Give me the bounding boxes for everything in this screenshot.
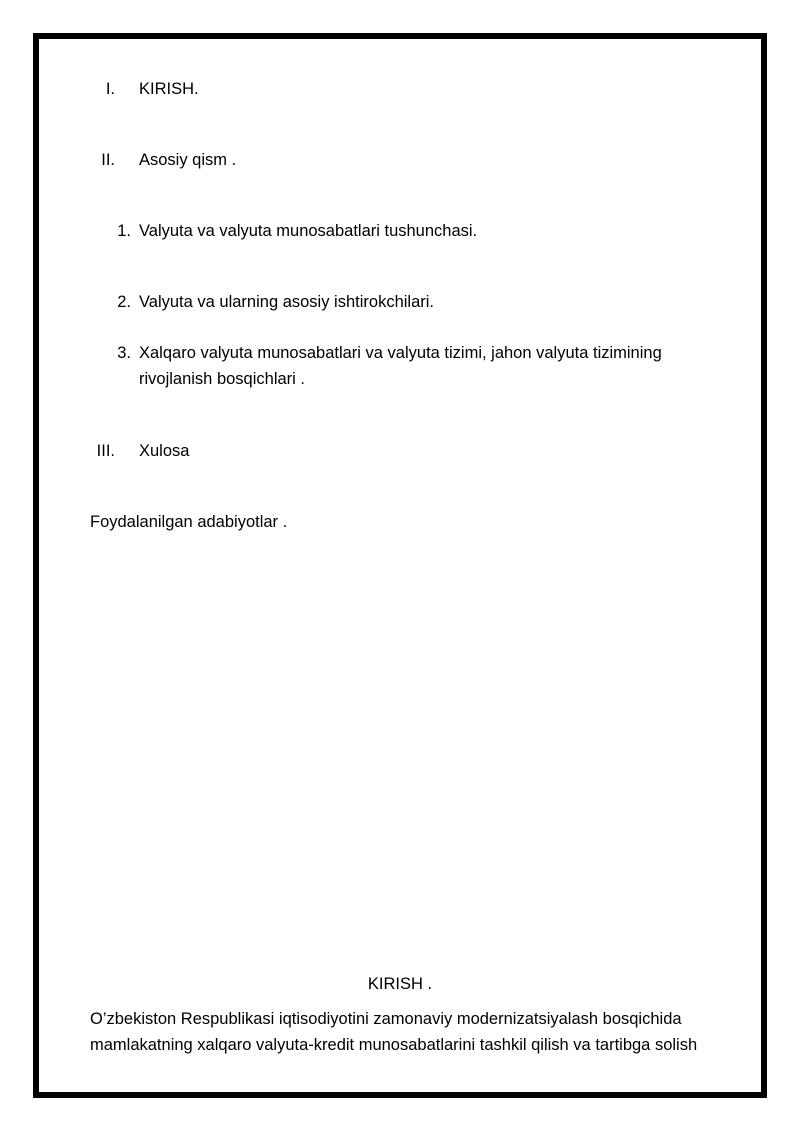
toc-marker: 1. [117,222,131,240]
toc-marker: III. [96,442,115,460]
intro-paragraph: O’zbekiston Respublikasi iqtisodiyotini zamonaviy modernizatsiyalash bosqichida mamlakatning xalqaro valyuta-kredit munosabatlarini tashkil qilish va tartibga solish [90,1010,698,1054]
toc-marker: 2. [117,293,131,311]
intro-heading: KIRISH . [367,975,433,993]
toc-marker: I. [105,80,115,98]
page-border [33,33,767,1098]
toc-text: Xalqaro valyuta munosabatlari va valyuta tizimi, jahon valyuta tizimining rivojlanish bosqichlari . [139,344,662,388]
references-heading: Foydalanilgan adabiyotlar . [90,513,288,531]
toc-marker: II. [101,151,115,169]
toc-text: Asosiy qism . [139,151,237,169]
toc-text: Valyuta va ularning asosiy ishtirokchilari. [139,293,434,311]
toc-text: KIRISH. [139,80,199,98]
toc-text: Valyuta va valyuta munosabatlari tushunchasi. [139,222,478,240]
toc-text: Xulosa [139,442,190,460]
toc-marker: 3. [117,344,131,362]
